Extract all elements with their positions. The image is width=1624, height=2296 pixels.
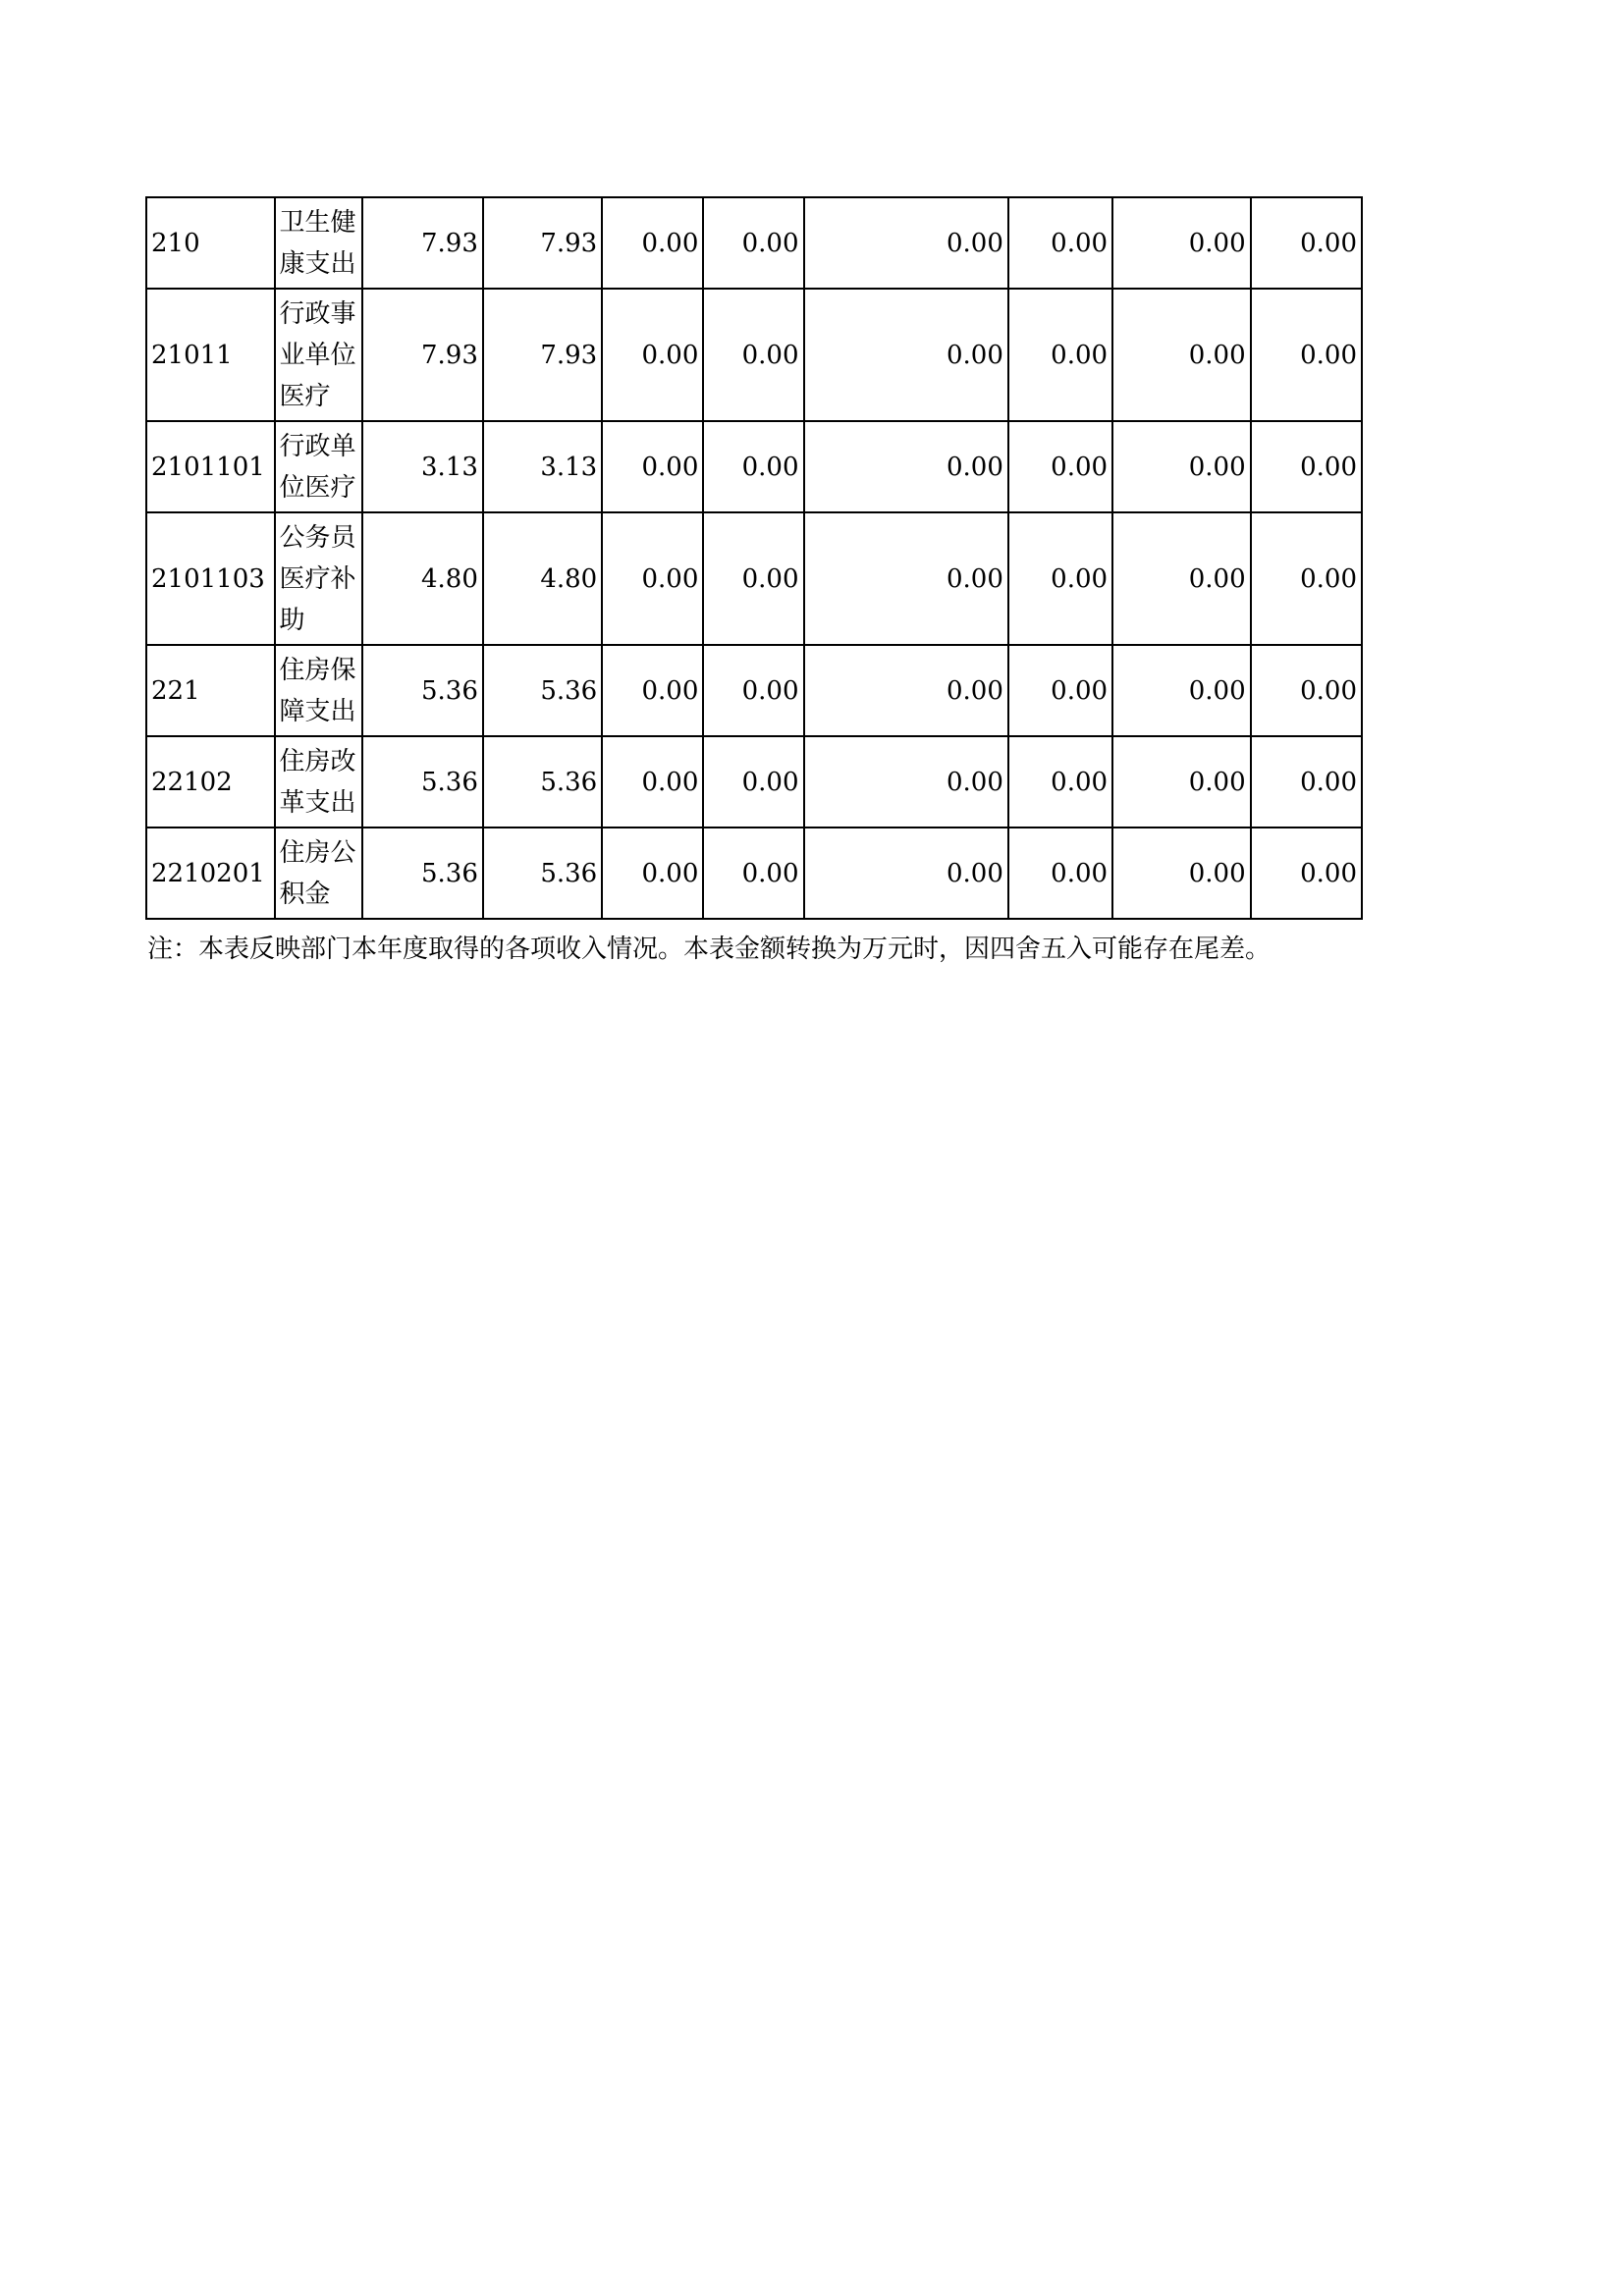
amount-cell: 0.00 <box>703 421 803 512</box>
amount-cell: 5.36 <box>362 736 482 828</box>
subject-code: 21011 <box>146 289 275 421</box>
amount-cell: 0.00 <box>1008 512 1112 645</box>
amount-cell: 0.00 <box>602 645 703 736</box>
amount-cell: 0.00 <box>602 197 703 289</box>
amount-cell: 0.00 <box>703 828 803 919</box>
amount-cell: 0.00 <box>602 828 703 919</box>
amount-cell: 0.00 <box>703 512 803 645</box>
subject-code: 221 <box>146 645 275 736</box>
amount-cell: 0.00 <box>804 645 1008 736</box>
subject-name: 住房改革支出 <box>275 736 362 828</box>
table-row <box>146 828 1362 919</box>
subject-name: 住房保障支出 <box>275 645 362 736</box>
amount-cell: 4.80 <box>362 512 482 645</box>
amount-cell: 0.00 <box>1251 421 1362 512</box>
subject-name: 住房公积金 <box>275 828 362 919</box>
amount-cell: 7.93 <box>483 289 602 421</box>
amount-cell: 0.00 <box>1112 828 1251 919</box>
amount-cell: 0.00 <box>602 512 703 645</box>
amount-cell: 4.80 <box>483 512 602 645</box>
amount-cell: 0.00 <box>1112 512 1251 645</box>
amount-cell: 3.13 <box>362 421 482 512</box>
amount-cell: 0.00 <box>1251 645 1362 736</box>
subject-name: 公务员医疗补助 <box>275 512 362 645</box>
amount-cell: 3.13 <box>483 421 602 512</box>
amount-cell: 0.00 <box>1008 197 1112 289</box>
subject-name: 行政单位医疗 <box>275 421 362 512</box>
amount-cell: 0.00 <box>703 736 803 828</box>
amount-cell: 0.00 <box>1008 289 1112 421</box>
amount-cell: 0.00 <box>1112 197 1251 289</box>
amount-cell: 0.00 <box>804 289 1008 421</box>
amount-cell: 5.36 <box>362 828 482 919</box>
amount-cell: 0.00 <box>602 736 703 828</box>
amount-cell: 0.00 <box>1251 197 1362 289</box>
amount-cell: 0.00 <box>1251 512 1362 645</box>
amount-cell: 0.00 <box>1251 289 1362 421</box>
amount-cell: 5.36 <box>483 736 602 828</box>
subject-code: 2101101 <box>146 421 275 512</box>
income-table <box>145 196 1363 920</box>
amount-cell: 5.36 <box>362 645 482 736</box>
table-footnote: 注：本表反映部门本年度取得的各项收入情况。本表金额转换为万元时，因四舍五入可能存在尾差。 <box>147 934 1272 964</box>
amount-cell: 0.00 <box>804 512 1008 645</box>
amount-cell: 7.93 <box>362 289 482 421</box>
amount-cell: 7.93 <box>362 197 482 289</box>
amount-cell: 0.00 <box>1251 736 1362 828</box>
subject-name: 卫生健康支出 <box>275 197 362 289</box>
table-row <box>146 736 1362 828</box>
subject-code: 22102 <box>146 736 275 828</box>
amount-cell: 0.00 <box>1112 421 1251 512</box>
amount-cell: 5.36 <box>483 828 602 919</box>
amount-cell: 0.00 <box>703 289 803 421</box>
amount-cell: 0.00 <box>703 197 803 289</box>
table-row <box>146 512 1362 645</box>
table-row <box>146 197 1362 289</box>
amount-cell: 0.00 <box>1008 828 1112 919</box>
table-row <box>146 645 1362 736</box>
amount-cell: 0.00 <box>703 645 803 736</box>
subject-code: 2101103 <box>146 512 275 645</box>
amount-cell: 0.00 <box>1251 828 1362 919</box>
amount-cell: 0.00 <box>1112 289 1251 421</box>
amount-cell: 0.00 <box>602 421 703 512</box>
subject-code: 210 <box>146 197 275 289</box>
amount-cell: 0.00 <box>1112 736 1251 828</box>
subject-code: 2210201 <box>146 828 275 919</box>
amount-cell: 0.00 <box>804 828 1008 919</box>
subject-name: 行政事业单位医疗 <box>275 289 362 421</box>
amount-cell: 0.00 <box>804 197 1008 289</box>
amount-cell: 0.00 <box>1008 645 1112 736</box>
amount-cell: 0.00 <box>804 421 1008 512</box>
amount-cell: 0.00 <box>804 736 1008 828</box>
amount-cell: 0.00 <box>1112 645 1251 736</box>
amount-cell: 0.00 <box>1008 736 1112 828</box>
amount-cell: 0.00 <box>602 289 703 421</box>
amount-cell: 5.36 <box>483 645 602 736</box>
table-row <box>146 289 1362 421</box>
amount-cell: 7.93 <box>483 197 602 289</box>
amount-cell: 0.00 <box>1008 421 1112 512</box>
table-row <box>146 421 1362 512</box>
